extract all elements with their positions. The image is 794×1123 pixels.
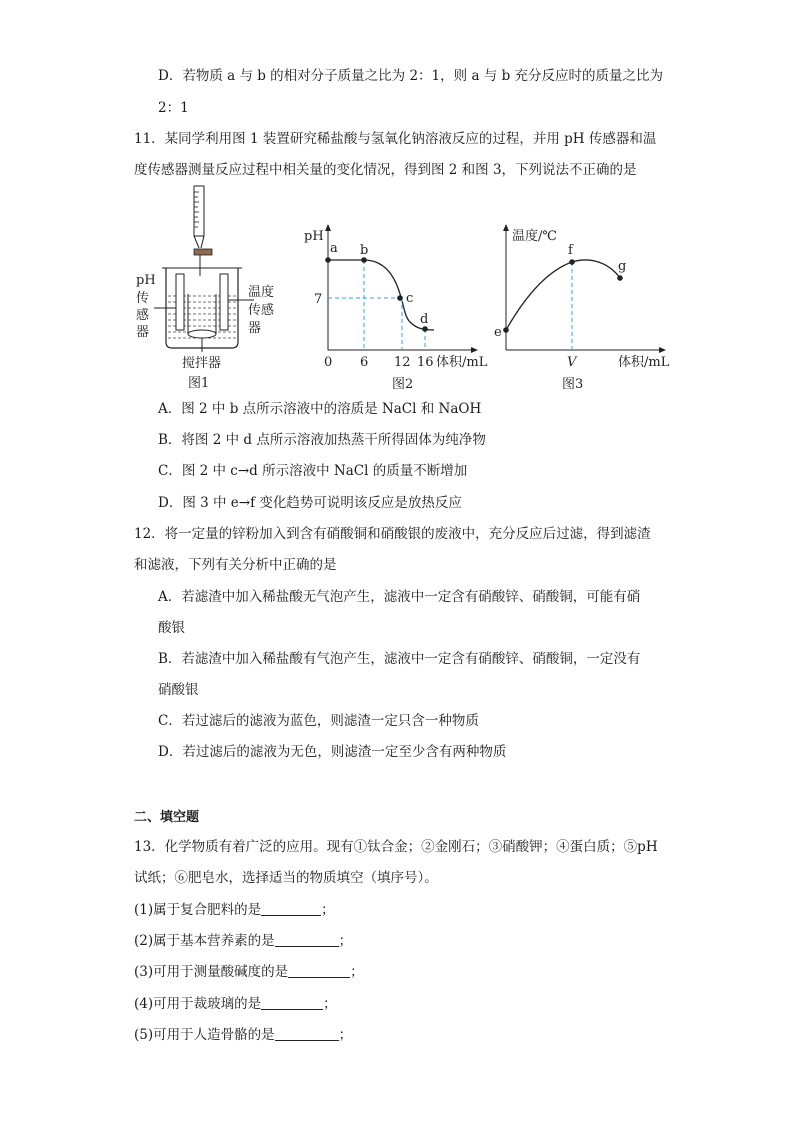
figure-2-ph-chart — [298, 222, 488, 394]
fig3-label-f: f — [568, 243, 573, 258]
q13-answer-blank-4[interactable] — [261, 995, 323, 1010]
fig2-point-a — [325, 257, 331, 263]
fig2-label-d: d — [420, 312, 429, 327]
q13-item-3 — [134, 963, 364, 981]
fig2-x-tick-12: 12 — [394, 355, 411, 370]
fig1-label-temp-2: 传感 — [248, 303, 275, 318]
fig2-y-arrow — [325, 224, 331, 231]
fig3-x-arrow — [659, 347, 666, 353]
q13-answer-blank-2[interactable] — [275, 932, 339, 947]
q13-answer-blank-3[interactable] — [288, 963, 350, 978]
fig2-ylabel: pH — [304, 229, 324, 244]
fig2-x-tick-16: 16 — [417, 355, 434, 370]
fig2-origin: 0 — [324, 355, 333, 370]
q13-item-5 — [134, 1026, 352, 1044]
q13-item-4-end: ； — [323, 996, 337, 1012]
fig2-x-tick-6: 6 — [360, 355, 369, 370]
q12-option-d: D．若过滤后的滤液为无色，则滤渣一定至少含有两种物质 — [158, 744, 507, 760]
q11-stem-line1: 11．某同学利用图 1 装置研究稀盐酸与氢氧化钠溶液反应的过程，并用 pH 传感器和温 — [134, 131, 657, 147]
fig1-caption: 图1 — [188, 376, 210, 391]
q12-option-a-line2: 酸银 — [158, 620, 185, 636]
q13-item-1-end: ； — [321, 902, 335, 918]
q13-item-2-end: ； — [338, 933, 353, 949]
fig2-point-d — [422, 326, 428, 332]
fig1-label-ph-4: 器 — [136, 325, 150, 340]
fig3-xlabel: 体积/mL — [618, 355, 670, 370]
fig3-point-g — [617, 275, 623, 281]
fig3-label-g: g — [618, 259, 627, 274]
q12-stem-line2: 和滤液，下列有关分析中正确的是 — [134, 557, 337, 573]
fig2-point-b — [361, 257, 367, 263]
q13-item-4 — [134, 995, 337, 1013]
q13-item-1-text: (1)属于复合肥料的是 — [134, 902, 262, 918]
q11-option-d: D．图 3 中 e→f 变化趋势可说明该反应是放热反应 — [158, 495, 462, 511]
fig1-label-temp-1: 温度 — [248, 285, 275, 300]
fig1-label-ph-2: 传 — [136, 291, 150, 306]
q11-stem-line2: 度传感器测量反应过程中相关量的变化情况，得到图 2 和图 3，下列说法不正确的是 — [134, 162, 637, 178]
stirrer-ring — [188, 330, 216, 338]
q13-answer-blank-5[interactable] — [275, 1026, 339, 1041]
q13-stem-line1: 13．化学物质有着广泛的应用。现有①钛合金；②金刚石；③硝酸钾；④蛋白质；⑤pH — [134, 839, 658, 855]
fig2-label-b: b — [360, 243, 369, 258]
q11-option-b: B．将图 2 中 d 点所示溶液加热蒸干所得固体为纯净物 — [158, 432, 486, 448]
q12-option-c: C．若过滤后的滤液为蓝色，则滤渣一定只含一种物质 — [158, 713, 479, 729]
fig2-x-arrow — [471, 347, 478, 353]
fig1-label-ph-3: 感 — [136, 308, 150, 323]
fig2-xlabel: 体积/mL — [436, 355, 488, 370]
q13-item-5-end: ； — [338, 1027, 353, 1043]
fig1-label-stirrer: 搅拌器 — [182, 356, 222, 371]
q13-item-5-text: (5)可用于人造骨骼的是 — [134, 1027, 275, 1043]
fig3-temperature-curve — [506, 260, 620, 330]
figure-1-apparatus — [130, 182, 290, 394]
fig2-y-tick-7: 7 — [314, 292, 323, 307]
fig2-ph-curve — [328, 260, 434, 330]
q13-item-3-end: ； — [350, 964, 364, 980]
fig3-y-arrow — [503, 224, 509, 231]
q12-stem-line1: 12．将一定量的锌粉加入到含有硝酸铜和硝酸银的废液中，充分反应后过滤，得到滤渣 — [134, 526, 651, 542]
ph-sensor-probe — [176, 274, 184, 330]
q12-option-a-line1: A．若滤渣中加入稀盐酸无气泡产生，滤液中一定含有硝酸锌、硝酸铜，可能有硝 — [158, 589, 641, 605]
q11-option-c: C．图 2 中 c→d 所示溶液中 NaCl 的质量不断增加 — [158, 463, 468, 479]
q13-answer-blank-1[interactable] — [261, 901, 321, 916]
q12-option-b-line2: 硝酸银 — [158, 682, 199, 698]
fig3-caption: 图3 — [562, 377, 584, 392]
q13-item-2-text: (2)属于基本营养素的是 — [134, 933, 275, 949]
fig3-label-e: e — [494, 325, 502, 340]
fig3-point-f — [569, 259, 575, 265]
fig3-x-tick-v: V — [567, 355, 577, 370]
fig3-point-e — [503, 327, 509, 333]
fig3-ylabel: 温度/℃ — [512, 229, 557, 244]
fig2-caption: 图2 — [392, 377, 414, 392]
burette-taper-left — [194, 236, 199, 248]
q10-option-d-line2: 2：1 — [158, 100, 189, 116]
q13-stem-line2: 试纸；⑥肥皂水，选择适当的物质填空（填序号）。 — [134, 870, 438, 886]
section-fill-in-title: 二、填空题 — [134, 810, 200, 825]
fig1-label-ph: pH — [136, 273, 156, 288]
q11-option-a: A．图 2 中 b 点所示溶液中的溶质是 NaCl 和 NaOH — [158, 401, 482, 417]
fig1-label-temp-3: 器 — [248, 321, 262, 336]
fig2-label-c: c — [406, 291, 414, 306]
q13-item-3-text: (3)可用于测量酸碱度的是 — [134, 964, 289, 980]
burette-tube — [194, 186, 204, 236]
q10-option-d-line1: D．若物质 a 与 b 的相对分子质量之比为 2：1，则 a 与 b 充分反应时的质量之比为 — [158, 68, 664, 84]
fig2-label-a: a — [330, 241, 338, 256]
q12-option-b-line1: B．若滤渣中加入稀盐酸有气泡产生，滤液中一定含有硝酸锌、硝酸铜，一定没有 — [158, 651, 641, 667]
temperature-sensor-probe — [220, 274, 228, 330]
q13-item-2 — [134, 932, 352, 950]
q13-item-4-text: (4)可用于裁玻璃的是 — [134, 996, 262, 1012]
fig2-point-c — [397, 295, 403, 301]
stopcock-icon — [194, 249, 212, 255]
q13-item-1 — [134, 901, 335, 919]
figure-3-temperature-chart — [492, 222, 676, 394]
burette-taper-right — [201, 236, 204, 248]
